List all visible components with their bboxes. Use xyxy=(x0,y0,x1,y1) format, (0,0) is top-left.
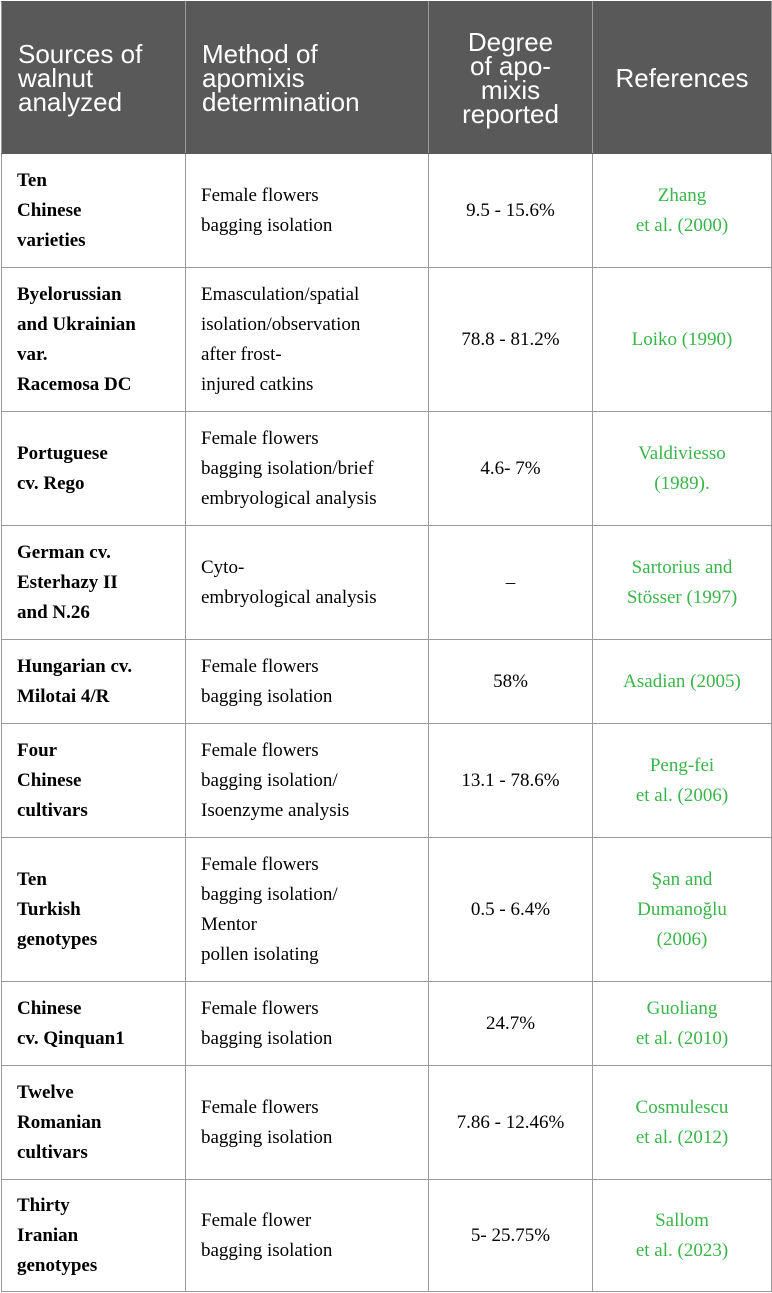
method-cell: Female flowers bagging isolation/ Mentor pollen isolating xyxy=(186,838,429,982)
degree-cell: 9.5 - 15.6% xyxy=(429,154,593,268)
degree-cell: 13.1 - 78.6% xyxy=(429,724,593,838)
degree-cell: 78.8 - 81.2% xyxy=(429,268,593,412)
degree-cell: 0.5 - 6.4% xyxy=(429,838,593,982)
header-method: Method of apomixis determination xyxy=(186,2,429,154)
method-cell: Female flowers bagging isolation/ Isoenzyme analysis xyxy=(186,724,429,838)
reference-link[interactable]: Peng-fei et al. (2006) xyxy=(593,724,772,838)
method-cell: Female flowers bagging isolation xyxy=(186,640,429,724)
degree-cell: 4.6- 7% xyxy=(429,412,593,526)
table-row xyxy=(2,640,772,724)
method-cell: Female flowers bagging isolation xyxy=(186,982,429,1066)
reference-link[interactable]: Sartorius and Stösser (1997) xyxy=(593,526,772,640)
source-cell: Ten Turkish genotypes xyxy=(2,838,186,982)
source-cell: Thirty Iranian genotypes xyxy=(2,1180,186,1292)
table-row xyxy=(2,982,772,1066)
header-degree: Degree of apo- mixis reported xyxy=(429,2,593,154)
table-row xyxy=(2,1180,772,1292)
method-cell: Female flowers bagging isolation xyxy=(186,1066,429,1180)
degree-cell: – xyxy=(429,526,593,640)
header-sources: Sources of walnut analyzed xyxy=(2,2,186,154)
source-cell: Four Chinese cultivars xyxy=(2,724,186,838)
table-row xyxy=(2,526,772,640)
method-cell: Female flower bagging isolation xyxy=(186,1180,429,1292)
source-cell: Ten Chinese varieties xyxy=(2,154,186,268)
reference-link[interactable]: Sallom et al. (2023) xyxy=(593,1180,772,1292)
reference-link[interactable]: Guoliang et al. (2010) xyxy=(593,982,772,1066)
source-cell: Portuguese cv. Rego xyxy=(2,412,186,526)
source-cell: German cv. Esterhazy II and N.26 xyxy=(2,526,186,640)
table-row xyxy=(2,268,772,412)
reference-link[interactable]: Asadian (2005) xyxy=(593,640,772,724)
apomixis-table xyxy=(1,1,772,1292)
header-row xyxy=(2,2,772,154)
source-cell: Hungarian cv. Milotai 4/R xyxy=(2,640,186,724)
reference-link[interactable]: Cosmulescu et al. (2012) xyxy=(593,1066,772,1180)
method-cell: Female flowers bagging isolation/brief embryological analysis xyxy=(186,412,429,526)
reference-link[interactable]: Zhang et al. (2000) xyxy=(593,154,772,268)
source-cell: Byelorussian and Ukrainian var. Racemosa DC xyxy=(2,268,186,412)
degree-cell: 7.86 - 12.46% xyxy=(429,1066,593,1180)
table-row xyxy=(2,412,772,526)
method-cell: Emasculation/spatial isolation/observation after frost- injured catkins xyxy=(186,268,429,412)
source-cell: Chinese cv. Qinquan1 xyxy=(2,982,186,1066)
source-cell: Twelve Romanian cultivars xyxy=(2,1066,186,1180)
reference-link[interactable]: Loiko (1990) xyxy=(593,268,772,412)
header-references: References xyxy=(593,2,772,154)
table-row xyxy=(2,1066,772,1180)
method-cell: Female flowers bagging isolation xyxy=(186,154,429,268)
table-row xyxy=(2,154,772,268)
table-row xyxy=(2,724,772,838)
degree-cell: 5- 25.75% xyxy=(429,1180,593,1292)
table-row xyxy=(2,838,772,982)
method-cell: Cyto- embryological analysis xyxy=(186,526,429,640)
degree-cell: 24.7% xyxy=(429,982,593,1066)
reference-link[interactable]: Şan and Dumanoğlu (2006) xyxy=(593,838,772,982)
degree-cell: 58% xyxy=(429,640,593,724)
reference-link[interactable]: Valdiviesso (1989). xyxy=(593,412,772,526)
